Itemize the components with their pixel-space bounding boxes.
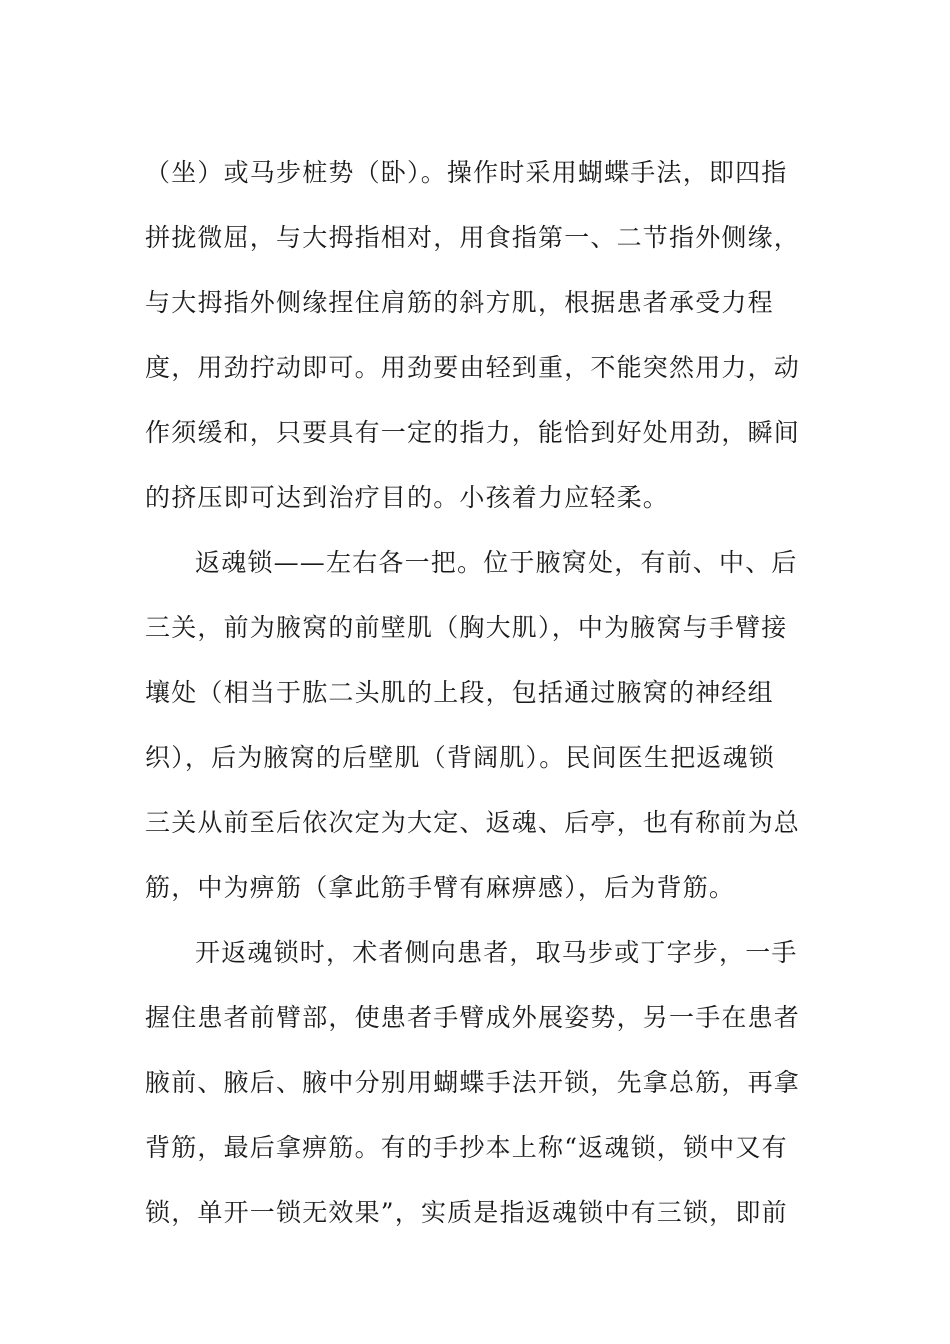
text-line: 背筋，最后拿痹筋。有的手抄本上称“返魂锁，锁中又有 (145, 1133, 788, 1162)
text-line: 壤处（相当于肱二头肌的上段，包括通过腋窝的神经组 (145, 678, 774, 707)
text-line: 腋前、腋后、腋中分别用蝴蝶手法开锁，先拿总筋，再拿 (145, 1068, 801, 1097)
text-line: 三关从前至后依次定为大定、返魂、后亭，也有称前为总 (145, 808, 801, 837)
text-line: 拼拢微屈，与大拇指相对，用食指第一、二节指外侧缘， (145, 223, 801, 252)
text-line: （坐）或马步桩势（卧）。操作时采用蝴蝶手法，即四指 (145, 158, 788, 187)
text-line: 度，用劲拧动即可。用劲要由轻到重，不能突然用力，动 (145, 353, 801, 382)
text-line: 握住患者前臂部，使患者手臂成外展姿势，另一手在患者 (145, 1003, 801, 1032)
body-text (145, 140, 805, 1245)
text-line: 织），后为腋窝的后壁肌（背阔肌）。民间医生把返魂锁 (145, 743, 776, 772)
text-line: 三关，前为腋窝的前壁肌（胸大肌），中为腋窝与手臂接 (145, 613, 788, 642)
text-line: 与大拇指外侧缘捏住肩筋的斜方肌，根据患者承受力程 (145, 288, 774, 317)
text-line: 锁，单开一锁无效果”，实质是指返魂锁中有三锁，即前 (145, 1198, 788, 1227)
text-line: 作须缓和，只要具有一定的指力，能恰到好处用劲，瞬间 (145, 418, 801, 447)
paragraph-start-line: 开返魂锁时，术者侧向患者，取马步或丁字步，一手 (195, 938, 798, 967)
text-line: 筋，中为痹筋（拿此筋手臂有麻痹感），后为背筋。 (145, 873, 736, 902)
text-line: 的挤压即可达到治疗目的。小孩着力应轻柔。 (145, 483, 670, 512)
paragraph-start-line: 返魂锁——左右各一把。位于腋窝处，有前、中、后 (195, 548, 798, 577)
